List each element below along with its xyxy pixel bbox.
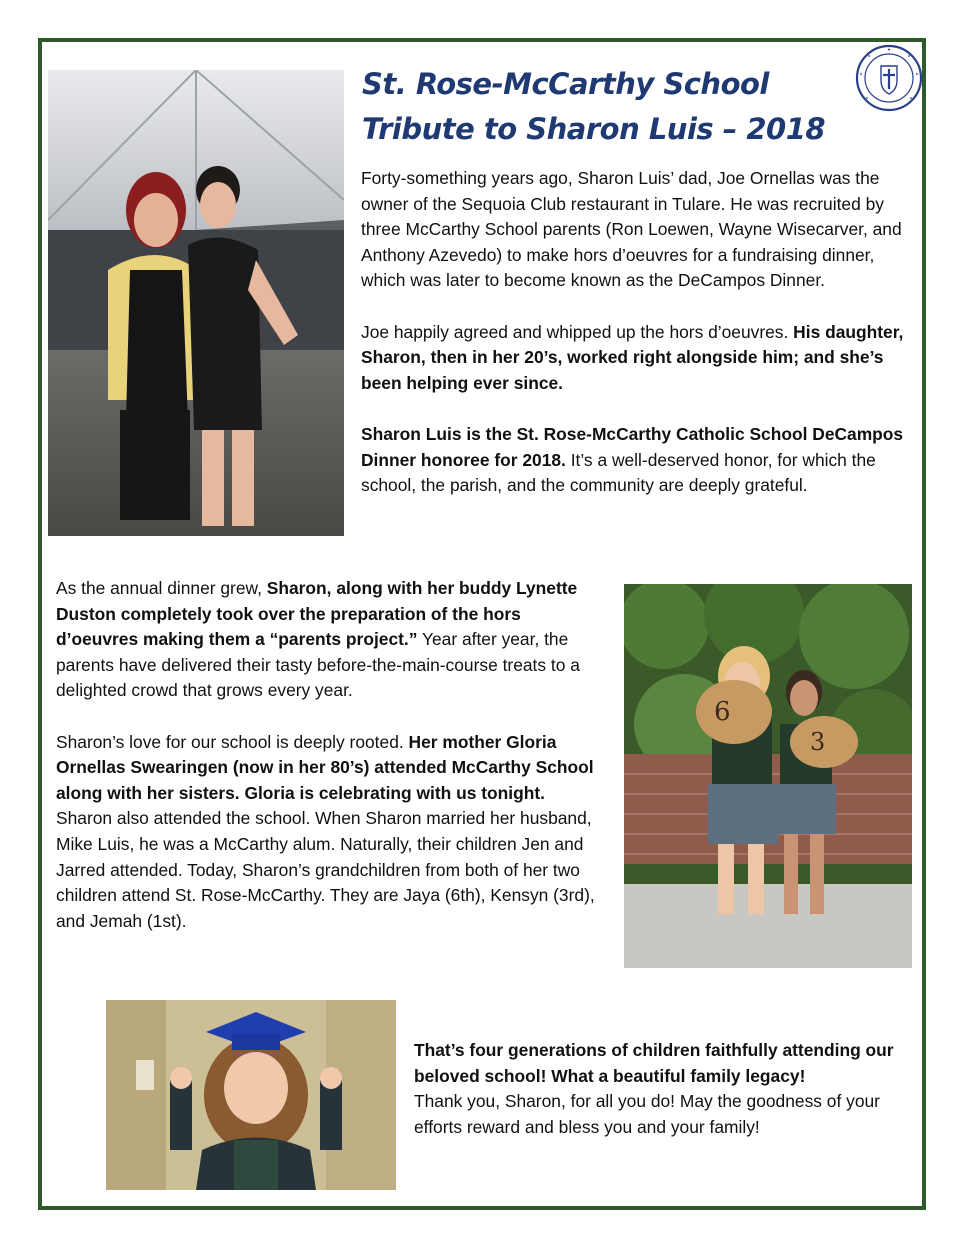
paragraph-family-normal-b: Sharon also attended the school. When Sharon married her husband, Mike Luis, he was a McCarthy alum. Naturally, their children Jen and Jarred attended. Today, Sharon’s grandchildren from both of her two children attend St. Rose-McCarthy. They are Jaya (6th), Kensyn (3rd), and Jemah (1st).: [56, 808, 595, 931]
paragraph-legacy: [414, 1038, 910, 1089]
paragraph-thank-you: Thank you, Sharon, for all you do! May the goodness of your efforts reward and bless you and your family!: [414, 1091, 880, 1137]
paragraph-family-bold: Her mother Gloria Ornellas Swearingen (now in her 80’s) attended McCarthy School along with her sisters. Gloria is celebrating with us tonight.: [56, 731, 594, 803]
sharon-and-woman-under-tent-photo: [48, 70, 344, 536]
girl-in-graduation-cap-photo: [106, 1000, 396, 1190]
paragraph-parents-project: [56, 576, 604, 704]
svg-text:6: 6: [714, 697, 731, 727]
paragraph-parents-bold: Sharon, along with her buddy Lynette Duston completely took over the preparation of the hors d’oeuvres making them a “parents project.”: [56, 578, 578, 650]
closing-text: [414, 1038, 910, 1140]
intro-text: [361, 166, 909, 499]
two-girls-with-grade-signs-photo: [624, 584, 912, 968]
page-title: [362, 62, 832, 152]
paragraph-joe: [361, 320, 909, 397]
paragraph-family-normal-a: Sharon’s love for our school is deeply rooted.: [56, 731, 409, 752]
paragraph-honoree-bold: Sharon Luis is the St. Rose-McCarthy Catholic School DeCampos Dinner honoree for 2018.: [361, 423, 904, 470]
paragraph-joe-normal: Joe happily agreed and whipped up the hors d’oeuvres.: [361, 321, 794, 342]
title-line-2: Tribute to Sharon Luis – 2018: [362, 112, 826, 146]
paragraph-parents-normal-a: As the annual dinner grew,: [56, 578, 267, 598]
paragraph-honoree: [361, 422, 909, 499]
svg-text:3: 3: [810, 728, 826, 756]
title-line-1: St. Rose-McCarthy School: [362, 67, 769, 101]
paragraph-family-roots: [56, 730, 604, 935]
school-seal-icon: [855, 44, 923, 112]
paragraph-honoree-normal: It’s a well-deserved honor, for which the school, the parish, and the community are deeply grateful.: [361, 449, 876, 496]
paragraph-legacy-bold: That’s four generations of children faithfully attending our beloved school! What a beautiful family legacy!: [414, 1040, 894, 1086]
paragraph-joe-bold: His daughter, Sharon, then in her 20’s, worked right alongside him; and she’s been helping ever since.: [361, 321, 904, 393]
paragraph-origin: Forty-something years ago, Sharon Luis’ dad, Joe Ornellas was the owner of the Sequoia Club restaurant in Tulare. He was recruited by three McCarthy School parents (Ron Loewen, Wayne Wisecarver, and Anthony Azevedo) to make hors d’oeuvres for a fundraising dinner, which was later to become known as the DeCampos Dinner.: [361, 168, 902, 291]
paragraph-parents-normal-b: Year after year, the parents have delivered their tasty before-the-main-course treats to a delighted crowd that grows every year.: [56, 629, 580, 701]
history-text: [56, 576, 604, 934]
